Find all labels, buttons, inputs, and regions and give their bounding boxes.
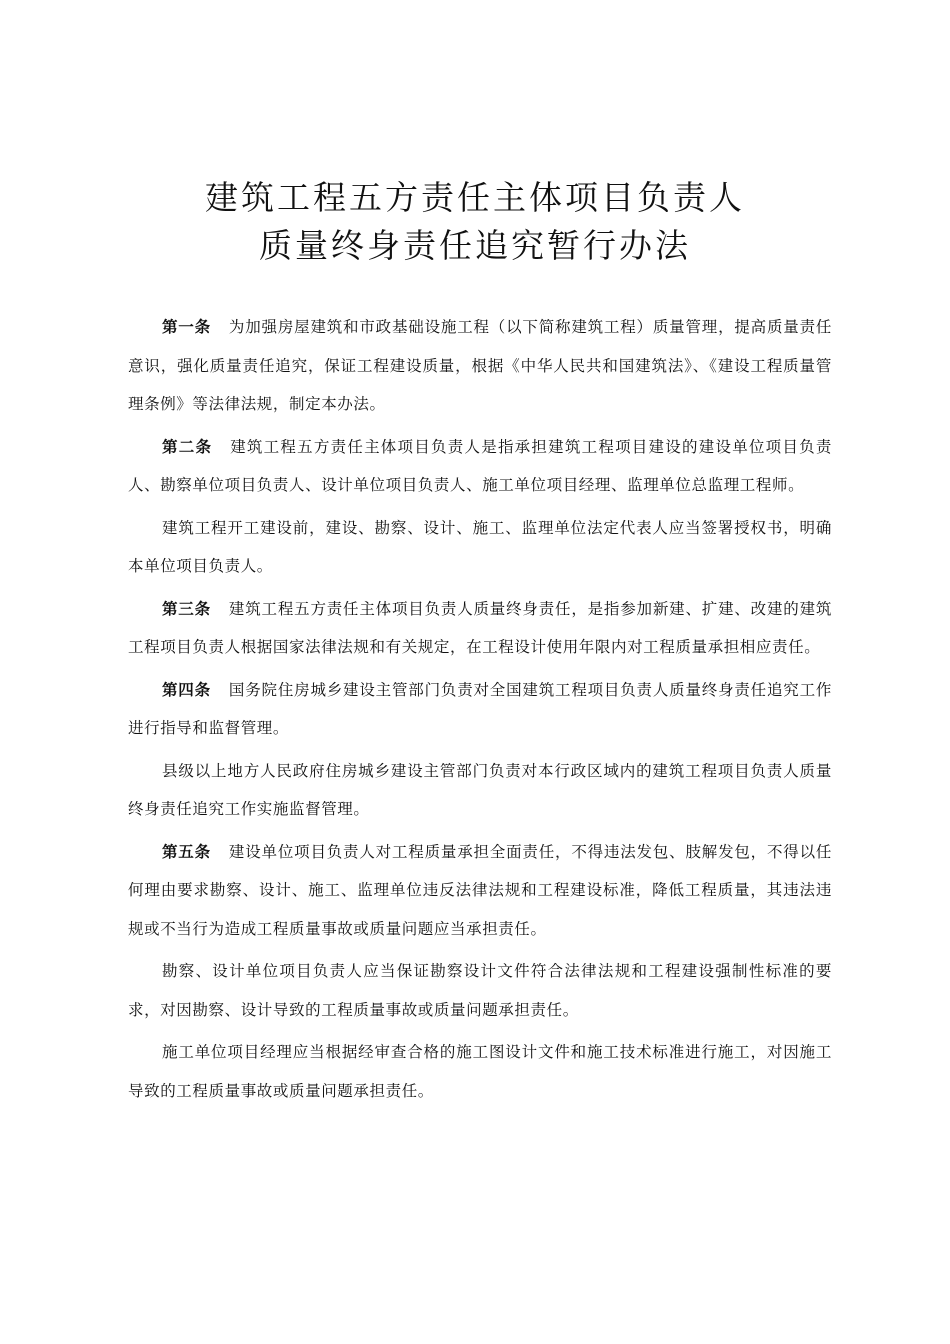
article-4-paragraph-2 — [128, 752, 832, 829]
document-body — [128, 308, 832, 1114]
article-5-paragraph-3 — [128, 1033, 832, 1110]
title-line-1: 建筑工程五方责任主体项目负责人 — [205, 178, 745, 217]
article-1-paragraph — [128, 308, 832, 424]
article-text: 建筑工程开工建设前，建设、勘察、设计、施工、监理单位法定代表人应当签署授权书，明确本单位项目负责人。 — [128, 518, 832, 575]
article-4-paragraph — [128, 671, 832, 748]
article-text: 建筑工程五方责任主体项目负责人是指承担建筑工程项目建设的建设单位项目负责人、勘察单位项目负责人、设计单位项目负责人、施工单位项目经理、监理单位总监理工程师。 — [128, 437, 832, 494]
article-text: 勘察、设计单位项目负责人应当保证勘察设计文件符合法律法规和工程建设强制性标准的要求，对因勘察、设计导致的工程质量事故或质量问题承担责任。 — [128, 962, 832, 1019]
article-text: 为加强房屋建筑和市政基础设施工程（以下简称建筑工程）质量管理，提高质量责任意识，强化质量责任追究，保证工程建设质量，根据《中华人民共和国建筑法》、《建设工程质量管理条例》等法律法规，制定本办法。 — [128, 318, 832, 413]
article-5-paragraph — [128, 833, 832, 949]
article-text: 国务院住房城乡建设主管部门负责对全国建筑工程项目负责人质量终身责任追究工作进行指导和监督管理。 — [128, 680, 832, 737]
article-3-paragraph — [128, 590, 832, 667]
article-label: 第五条 — [162, 841, 211, 861]
article-text: 建设单位项目负责人对工程质量承担全面责任，不得违法发包、肢解发包，不得以任何理由要求勘察、设计、施工、监理单位违反法律法规和工程建设标准，降低工程质量，其违法违规或不当行为造成工程质量事故或质量问题应当承担责任。 — [128, 842, 832, 938]
article-label: 第二条 — [162, 436, 213, 456]
document-title — [0, 174, 950, 270]
article-label: 第一条 — [162, 317, 211, 336]
article-2-paragraph-2 — [128, 509, 832, 586]
title-line-2: 质量终身责任追究暂行办法 — [259, 226, 691, 265]
article-text: 县级以上地方人民政府住房城乡建设主管部门负责对本行政区域内的建筑工程项目负责人质量终身责任追究工作实施监督管理。 — [128, 761, 832, 818]
article-label: 第三条 — [162, 598, 211, 618]
article-label: 第四条 — [162, 679, 211, 699]
article-5-paragraph-2 — [128, 952, 832, 1029]
article-2-paragraph — [128, 428, 832, 505]
article-text: 施工单位项目经理应当根据经审查合格的施工图设计文件和施工技术标准进行施工，对因施工导致的工程质量事故或质量问题承担责任。 — [128, 1043, 832, 1100]
article-text: 建筑工程五方责任主体项目负责人质量终身责任，是指参加新建、扩建、改建的建筑工程项目负责人根据国家法律法规和有关规定，在工程设计使用年限内对工程质量承担相应责任。 — [128, 599, 832, 656]
